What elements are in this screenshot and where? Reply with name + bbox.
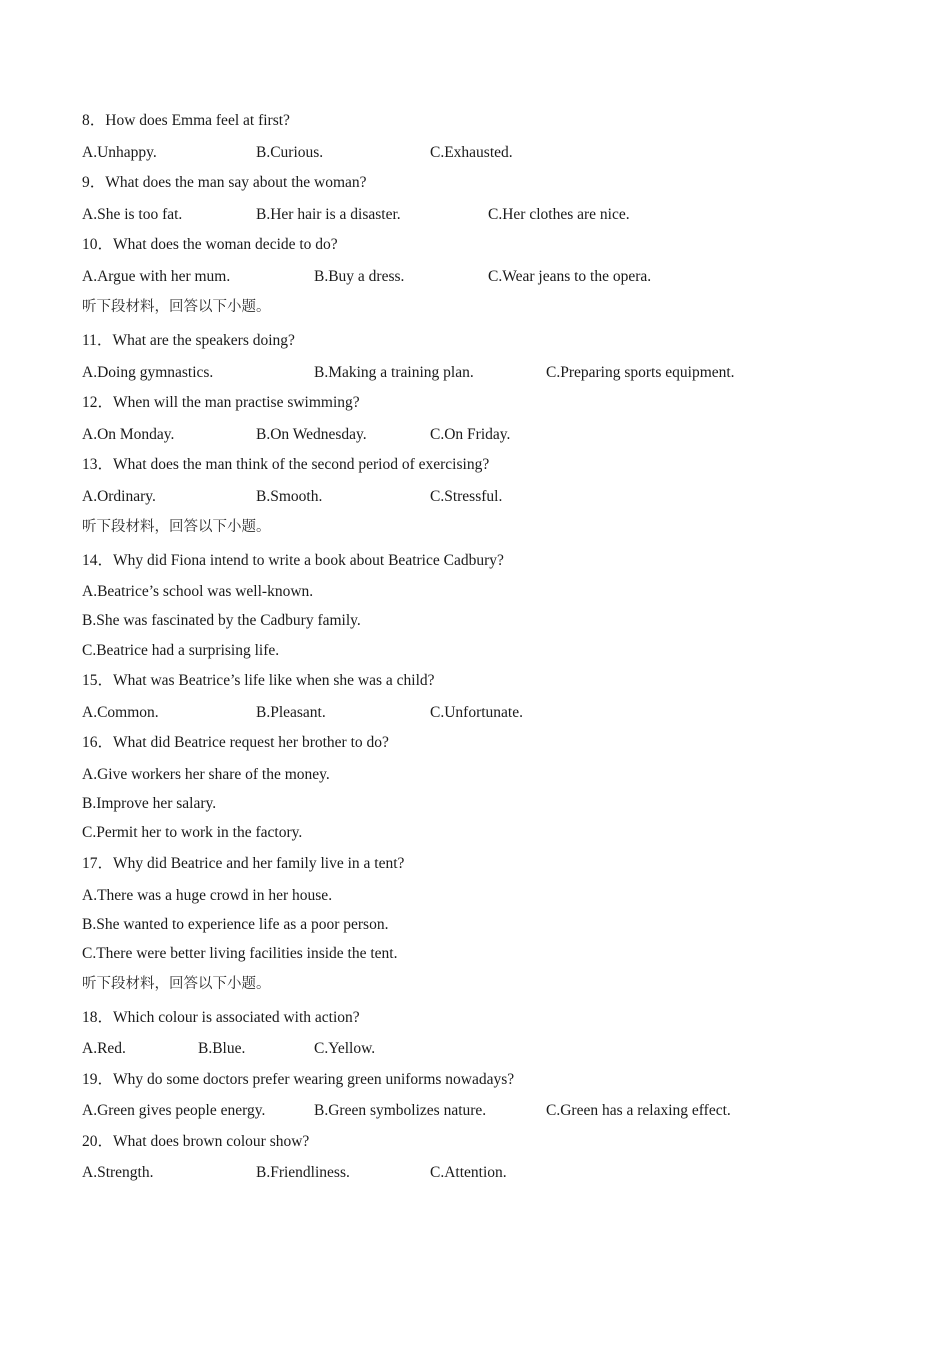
option-c: C.Wear jeans to the opera. <box>488 268 652 285</box>
option-b: B.Pleasant. <box>256 704 326 721</box>
question-14-option-b: B.She was fascinated by the Cadbury family. <box>82 612 361 629</box>
question-20-options <box>82 1162 882 1184</box>
question-17-option-c: C.There were better living facilities inside the tent. <box>82 945 398 962</box>
section-instruction: 听下段材料，回答以下小题。 <box>82 299 271 315</box>
option-c: C.Stressful. <box>430 488 503 505</box>
question-10 <box>82 234 338 256</box>
question-text: What did Beatrice request her brother to do? <box>113 734 389 751</box>
option-b: B.On Wednesday. <box>256 426 367 443</box>
option-b: B.Blue. <box>198 1040 246 1057</box>
question-text: What does the man say about the woman? <box>105 174 367 191</box>
question-text: Why did Beatrice and her family live in a tent? <box>113 855 405 872</box>
option-a: A.Doing gymnastics. <box>82 364 214 381</box>
question-17 <box>82 853 404 875</box>
question-number: 14． <box>82 552 114 569</box>
question-8-options <box>82 142 882 164</box>
question-text: What was Beatrice’s life like when she was a child? <box>113 672 435 689</box>
option-a: A.Strength. <box>82 1164 154 1181</box>
question-16-option-c: C.Permit her to work in the factory. <box>82 824 303 841</box>
question-18 <box>82 1007 360 1029</box>
option-a: A.Common. <box>82 704 159 721</box>
question-text: Which colour is associated with action? <box>113 1009 360 1026</box>
option-c: C.Unfortunate. <box>430 704 523 721</box>
option-b: B.Buy a dress. <box>314 268 405 285</box>
question-number: 16． <box>82 734 114 751</box>
option-c: C.Preparing sports equipment. <box>546 364 735 381</box>
option-a: A.Argue with her mum. <box>82 268 231 285</box>
question-14 <box>82 550 504 572</box>
question-text: When will the man practise swimming? <box>113 394 360 411</box>
question-number: 12． <box>82 394 114 411</box>
question-number: 9． <box>82 174 106 191</box>
question-text: Why do some doctors prefer wearing green uniforms nowadays? <box>113 1071 515 1088</box>
question-14-option-a: A.Beatrice’s school was well-known. <box>82 583 314 600</box>
question-number: 18． <box>82 1009 114 1026</box>
question-text: What does the man think of the second period of exercising? <box>113 456 490 473</box>
question-17-option-a: A.There was a huge crowd in her house. <box>82 887 333 904</box>
question-15-options <box>82 702 882 724</box>
option-a: A.Unhappy. <box>82 144 157 161</box>
question-number: 8． <box>82 112 106 129</box>
question-9 <box>82 172 367 194</box>
question-12-options <box>82 424 882 446</box>
question-text: Why did Fiona intend to write a book about Beatrice Cadbury? <box>113 552 504 569</box>
option-b: B.Curious. <box>256 144 324 161</box>
option-a: A.She is too fat. <box>82 206 183 223</box>
question-number: 20． <box>82 1133 114 1150</box>
question-13-options <box>82 486 882 508</box>
option-b: B.Her hair is a disaster. <box>256 206 401 223</box>
question-number: 11． <box>82 332 113 349</box>
question-number: 13． <box>82 456 114 473</box>
option-c: C.Exhausted. <box>430 144 513 161</box>
option-a: A.Green gives people energy. <box>82 1102 266 1119</box>
question-16 <box>82 732 389 754</box>
question-text: What are the speakers doing? <box>112 332 295 349</box>
question-11 <box>82 330 295 352</box>
option-c: C.Green has a relaxing effect. <box>546 1102 731 1119</box>
option-c: C.Yellow. <box>314 1040 376 1057</box>
question-12 <box>82 392 360 414</box>
question-14-option-c: C.Beatrice had a surprising life. <box>82 642 280 659</box>
option-a: A.Red. <box>82 1040 126 1057</box>
section-instruction: 听下段材料，回答以下小题。 <box>82 976 271 992</box>
option-a: A.Ordinary. <box>82 488 156 505</box>
question-13 <box>82 454 489 476</box>
question-19 <box>82 1069 514 1091</box>
question-number: 10． <box>82 236 114 253</box>
question-18-options <box>82 1038 882 1060</box>
question-9-options <box>82 204 882 226</box>
question-19-options <box>82 1100 882 1122</box>
option-c: C.On Friday. <box>430 426 511 443</box>
question-number: 19． <box>82 1071 114 1088</box>
question-17-option-b: B.She wanted to experience life as a poor person. <box>82 916 389 933</box>
option-b: B.Making a training plan. <box>314 364 474 381</box>
question-text: How does Emma feel at first? <box>105 112 290 129</box>
question-number: 17． <box>82 855 114 872</box>
option-c: C.Her clothes are nice. <box>488 206 630 223</box>
question-8 <box>82 110 290 132</box>
option-a: A.On Monday. <box>82 426 175 443</box>
question-16-option-a: A.Give workers her share of the money. <box>82 766 330 783</box>
option-b: B.Smooth. <box>256 488 323 505</box>
question-text: What does brown colour show? <box>113 1133 310 1150</box>
question-16-option-b: B.Improve her salary. <box>82 795 217 812</box>
section-instruction: 听下段材料，回答以下小题。 <box>82 519 271 535</box>
question-number: 15． <box>82 672 114 689</box>
question-20 <box>82 1131 309 1153</box>
question-15 <box>82 670 435 692</box>
question-text: What does the woman decide to do? <box>113 236 338 253</box>
question-11-options <box>82 362 882 384</box>
question-10-options <box>82 266 882 288</box>
option-b: B.Green symbolizes nature. <box>314 1102 487 1119</box>
option-b: B.Friendliness. <box>256 1164 350 1181</box>
option-c: C.Attention. <box>430 1164 507 1181</box>
